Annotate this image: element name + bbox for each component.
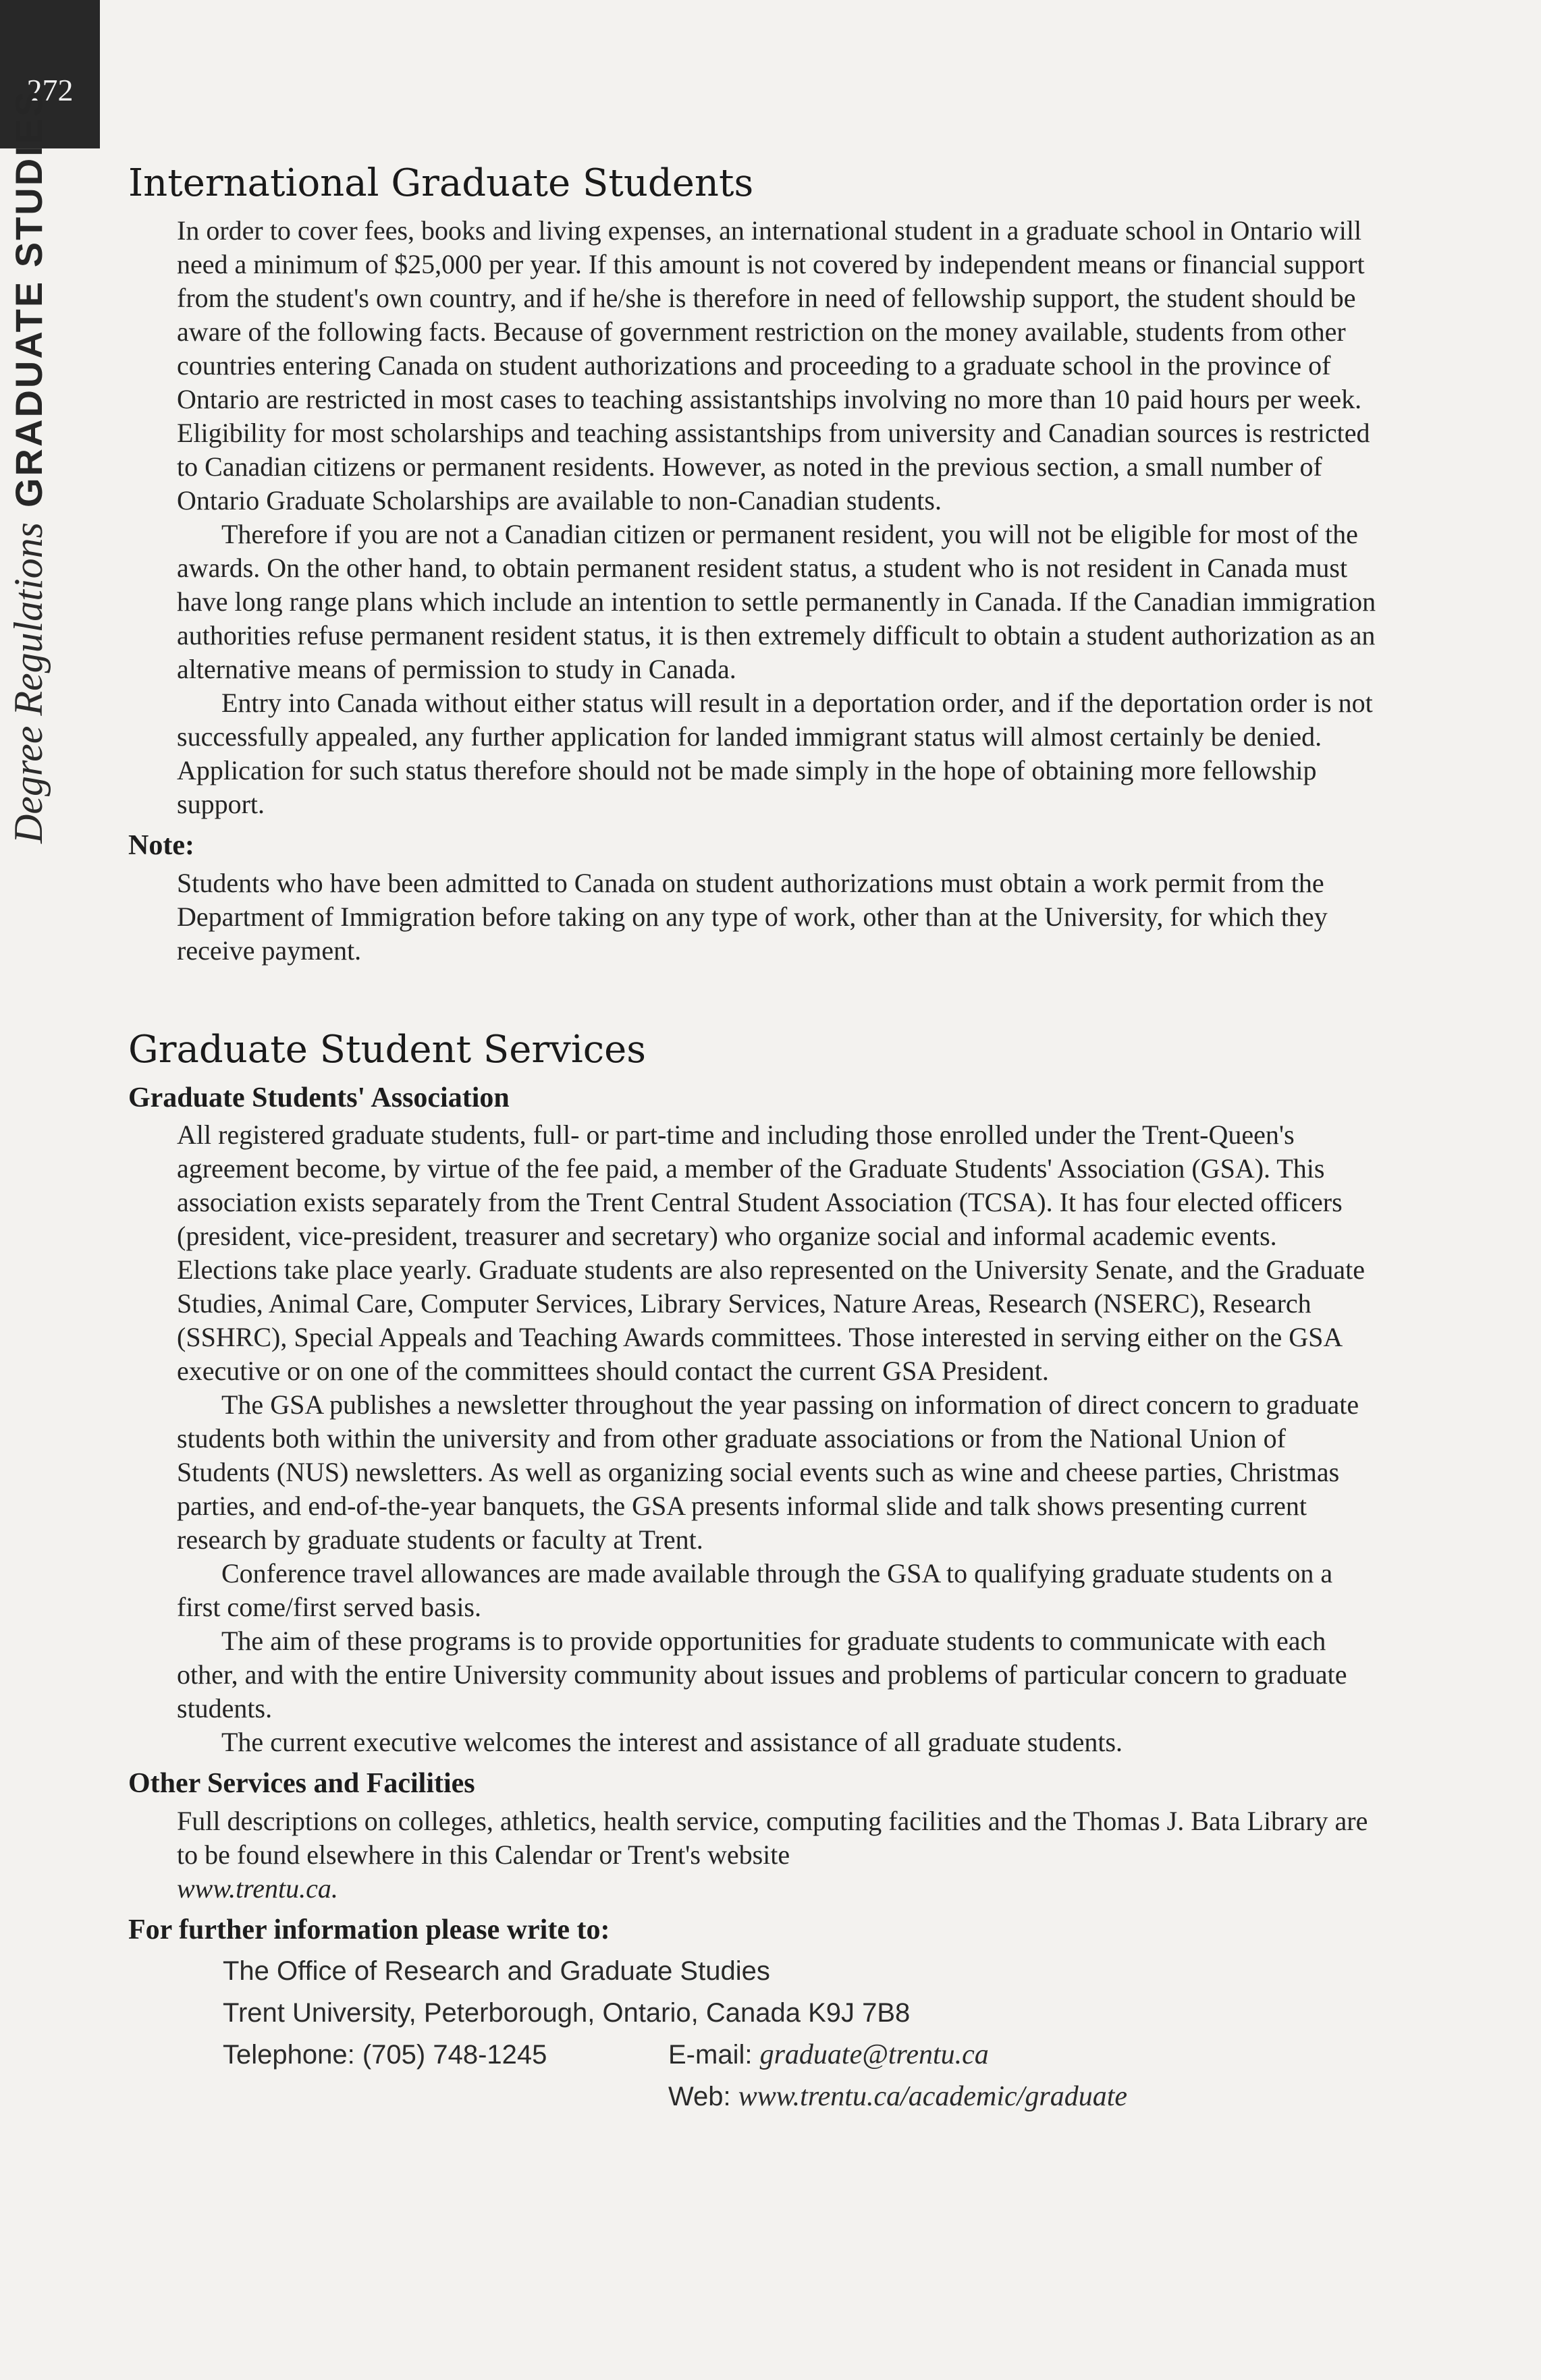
contact-phone-email-row bbox=[223, 2034, 1377, 2076]
email-label: E-mail: bbox=[668, 2040, 760, 2070]
contact-block bbox=[128, 1950, 1377, 2118]
contact-telephone: Telephone: (705) 748-1245 bbox=[223, 2040, 547, 2070]
international-paragraph: Therefore if you are not a Canadian citizen or permanent resident, you will not be eligible for most of the awards. On the other hand, to obtain permanent resident status, a student who is not resident in Canada must have long range plans which include an intention to settle permanently in Canada. If the Canadian immigration authorities refuse permanent resident status, it is then extremely difficult to obtain a student authorization as an alternative means of permission to study in Canada. bbox=[177, 519, 1376, 685]
other-services-text bbox=[177, 1804, 1377, 1906]
email-link[interactable]: graduate@trentu.ca bbox=[759, 2039, 989, 2071]
contact-heading: For further information please write to: bbox=[128, 1914, 610, 1945]
gsa-paragraph: The aim of these programs is to provide opportunities for graduate students to communicate with each other, and with the entire University community about issues and problems of particular concern to graduate students. bbox=[177, 1626, 1347, 1724]
international-paragraph: Entry into Canada without either status will result in a deportation order, and if the deportation order is not successfully appealed, any further application for landed immigrant status will almost certainly be denied. Application for such status therefore should not be made simply in the hope of obtaining more fellowship support. bbox=[177, 688, 1373, 820]
side-tab-degree-regulations: Degree Regulations bbox=[6, 522, 51, 843]
gsa-paragraph: Conference travel allowances are made available through the GSA to qualifying graduate students on a first come/first served basis. bbox=[177, 1558, 1333, 1623]
gsa-paragraph: The current executive welcomes the interest and assistance of all graduate students. bbox=[221, 1727, 1123, 1758]
international-paragraph: In order to cover fees, books and living expenses, an international student in a graduate school in Ontario will need a minimum of $25,000 per year. If this amount is not covered by independent means or financial support from the student's own country, and if he/she is therefore in need of fellowship support, the student should be aware of the following facts. Because of government restriction on the money available, students from other countries entering Canada on student authorizations and proceeding to a graduate school in the province of Ontario are restricted in most cases to teaching assistantships involving no more than 10 paid hours per week. Eligibility for most scholarships and teaching assistantships from university and Canadian sources is restricted to Canadian citizens or permanent residents. However, as noted in the previous section, a small number of Ontario Graduate Scholarships are available to non-Canadian students. bbox=[177, 215, 1370, 516]
gsa-heading: Graduate Students' Association bbox=[128, 1082, 510, 1113]
gsa-body bbox=[128, 1118, 1377, 1759]
contact-web bbox=[223, 2076, 1377, 2118]
note-label: Note: bbox=[128, 830, 194, 862]
other-services-body bbox=[128, 1804, 1377, 1906]
international-students-body bbox=[128, 214, 1377, 821]
page-content bbox=[128, 161, 1377, 2118]
note-text: Students who have been admitted to Canada on student authorizations must obtain a work permit from the Department of Immigration before taking on any type of work, other than at the University, for which they receive payment. bbox=[177, 867, 1328, 966]
contact-email bbox=[668, 2034, 989, 2076]
contact-address: Trent University, Peterborough, Ontario, Canada K9J 7B8 bbox=[223, 1998, 911, 2028]
other-services-description: Full descriptions on colleges, athletics, health service, computing facilities and the Thomas J. Bata Library are to be found elsewhere in this Calendar or Trent's website bbox=[177, 1805, 1368, 1870]
side-tab bbox=[5, 90, 52, 843]
other-services-heading: Other Services and Facilities bbox=[128, 1768, 475, 1800]
trent-website-link[interactable]: www.trentu.ca. bbox=[177, 1873, 338, 1904]
side-tab-graduate-studies: GRADUATE STUDIES bbox=[7, 89, 50, 507]
note-body bbox=[128, 866, 1377, 968]
gsa-paragraph: All registered graduate students, full- or part-time and including those enrolled under the Trent-Queen's agreement become, by virtue of the fee paid, a member of the Graduate Students' Association (GSA). This association exists separately from the Trent Central Student Association (TCSA). It has four elected officers (president, vice-president, treasurer and secretary) who organize social and informal academic events. Elections take place yearly. Graduate students are also represented on the University Senate, and the Graduate Studies, Animal Care, Computer Services, Library Services, Nature Areas, Research (NSERC), Research (SSHRC), Special Appeals and Teaching Awards committees. Those interested in serving either on the GSA executive or on one of the committees should contact the current GSA President. bbox=[177, 1119, 1366, 1387]
web-link[interactable]: www.trentu.ca/academic/graduate bbox=[738, 2081, 1127, 2113]
page-number: 272 bbox=[0, 0, 100, 148]
contact-office: The Office of Research and Graduate Studies bbox=[223, 1956, 770, 1987]
gsa-paragraph: The GSA publishes a newsletter throughout the year passing on information of direct concern to graduate students both within the university and from other graduate associations or from the National Union of Students (NUS) newsletters. As well as organizing social events such as wine and cheese parties, Christmas parties, and end-of-the-year banquets, the GSA presents informal slide and talk shows presenting current research by graduate students or faculty at Trent. bbox=[177, 1389, 1359, 1555]
web-label: Web: bbox=[668, 2082, 738, 2112]
graduate-services-title: Graduate Student Services bbox=[128, 1027, 646, 1072]
international-students-title: International Graduate Students bbox=[128, 161, 754, 205]
